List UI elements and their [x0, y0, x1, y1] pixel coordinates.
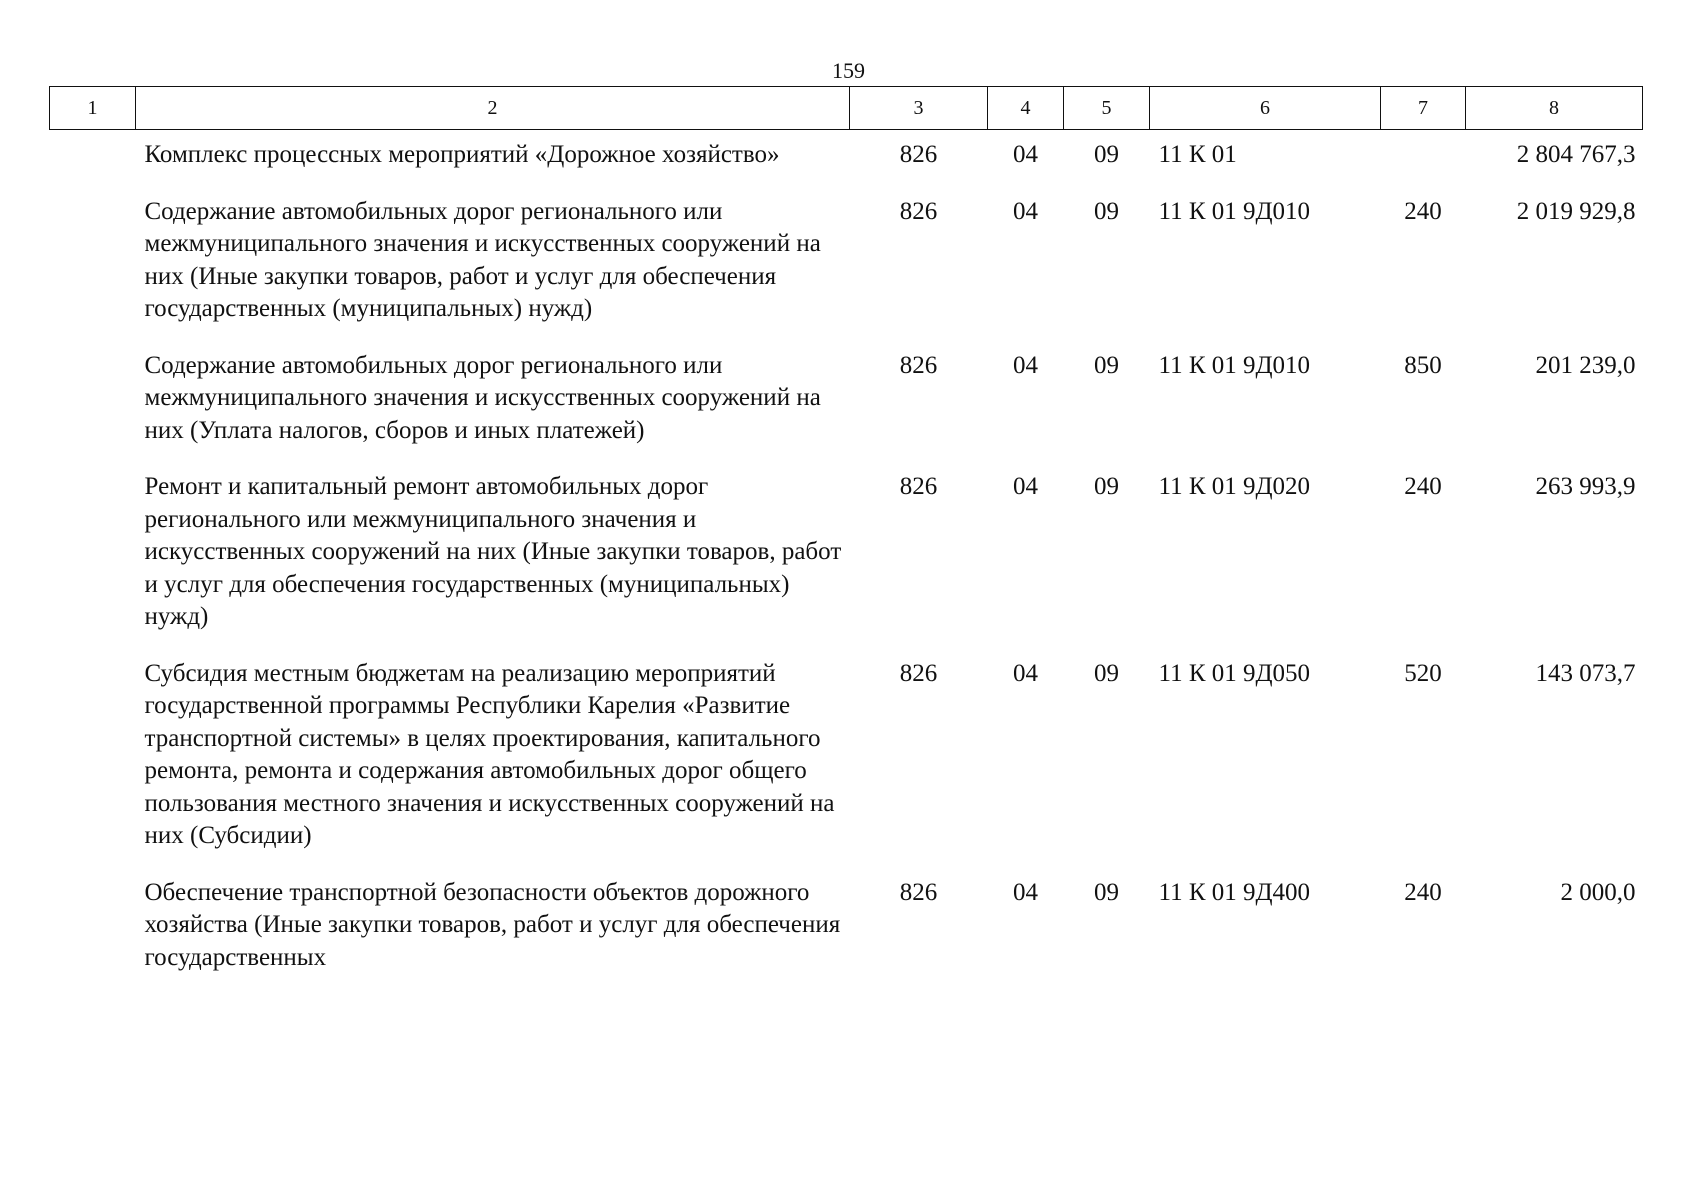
- header-col-4: 4: [988, 87, 1064, 130]
- row-description: Субсидия местным бюджетам на реализацию мероприятий государственной программы Республики Карелия «Развитие транспортной системы» в целях проектирования, капитального ремонта, ремонта и содержания автомобильных дорог общего пользования местного значения и искусственных сооружений на них (Субсидии): [144, 659, 835, 849]
- header-row: [50, 87, 1643, 130]
- row-col-7: 240: [1404, 197, 1442, 225]
- table-body: [50, 130, 1643, 991]
- header-col-1: 1: [50, 87, 136, 130]
- row-col-3: 826: [899, 141, 938, 168]
- row-col-5: 09: [1094, 878, 1119, 906]
- table-header: [50, 87, 1643, 130]
- row-description: Ремонт и капитальный ремонт автомобильных дорог регионального или межмуниципального значения и искусственных сооружений на них (Иные закупки товаров, работ и услуг для обеспечения государственных (муниципальных) нужд): [144, 473, 842, 630]
- row-col-8: 263 993,9: [1535, 473, 1636, 500]
- row-description: Обеспечение транспортной безопасности объектов дорожного хозяйства (Иные закупки товаров, работ и услуг для обеспечения государственных: [144, 878, 841, 971]
- row-col-6: 11 К 01: [1158, 141, 1237, 168]
- budget-table: [49, 86, 1643, 990]
- row-col-7: 240: [1404, 473, 1442, 500]
- header-col-8: 8: [1466, 87, 1643, 130]
- row-col-1: [50, 188, 136, 342]
- row-col-3: 826: [899, 878, 938, 906]
- row-col-3: 826: [899, 351, 938, 379]
- row-col-8: 143 073,7: [1535, 659, 1636, 687]
- row-col-6: 11 К 01 9Д010: [1158, 197, 1311, 225]
- row-col-4: 04: [1013, 878, 1038, 906]
- row-col-5: 09: [1094, 351, 1119, 379]
- row-col-7: 240: [1404, 878, 1442, 906]
- table-row: [50, 342, 1643, 464]
- row-col-1: [50, 650, 136, 869]
- row-col-6: 11 К 01 9Д400: [1158, 878, 1311, 906]
- header-col-2: 2: [136, 87, 850, 130]
- row-col-5: 09: [1094, 141, 1119, 168]
- table-row: [50, 463, 1643, 650]
- page-number: 159: [832, 58, 865, 83]
- row-col-1: [50, 130, 136, 188]
- row-col-1: [50, 869, 136, 991]
- row-col-6: 11 К 01 9Д050: [1158, 659, 1311, 687]
- row-col-4: 04: [1013, 197, 1038, 225]
- row-col-1: [50, 342, 136, 464]
- table-row: [50, 188, 1643, 342]
- table-row: [50, 869, 1643, 991]
- row-col-5: 09: [1094, 473, 1119, 500]
- row-col-8: 2 000,0: [1560, 878, 1636, 906]
- header-col-7: 7: [1381, 87, 1466, 130]
- row-col-4: 04: [1013, 141, 1038, 168]
- row-col-1: [50, 463, 136, 650]
- header-col-6: 6: [1150, 87, 1381, 130]
- header-col-3: 3: [850, 87, 988, 130]
- table-row: [50, 650, 1643, 869]
- row-col-7: [1381, 130, 1466, 188]
- row-col-5: 09: [1094, 197, 1119, 225]
- row-col-4: 04: [1013, 473, 1038, 500]
- row-col-7: 520: [1404, 659, 1442, 687]
- row-col-8: 201 239,0: [1535, 351, 1636, 379]
- row-col-7: 850: [1404, 351, 1442, 379]
- row-description: Комплекс процессных мероприятий «Дорожное хозяйство»: [144, 141, 780, 168]
- header-col-5: 5: [1064, 87, 1150, 130]
- row-description: Содержание автомобильных дорог регионального или межмуниципального значения и искусственных сооружений на них (Уплата налогов, сборов и иных платежей): [144, 351, 821, 444]
- row-col-6: 11 К 01 9Д010: [1158, 351, 1311, 379]
- row-col-8: 2 019 929,8: [1516, 197, 1636, 225]
- row-col-3: 826: [899, 197, 938, 225]
- row-col-5: 09: [1094, 659, 1119, 687]
- row-description: Содержание автомобильных дорог регионального или межмуниципального значения и искусственных сооружений на них (Иные закупки товаров, работ и услуг для обеспечения государственных (муниципальных) нужд): [144, 197, 821, 322]
- row-col-3: 826: [899, 659, 938, 687]
- row-col-8: 2 804 767,3: [1516, 141, 1636, 168]
- table-row: [50, 130, 1643, 188]
- row-col-6: 11 К 01 9Д020: [1158, 473, 1311, 500]
- row-col-3: 826: [899, 473, 938, 500]
- row-col-4: 04: [1013, 351, 1038, 379]
- row-col-4: 04: [1013, 659, 1038, 687]
